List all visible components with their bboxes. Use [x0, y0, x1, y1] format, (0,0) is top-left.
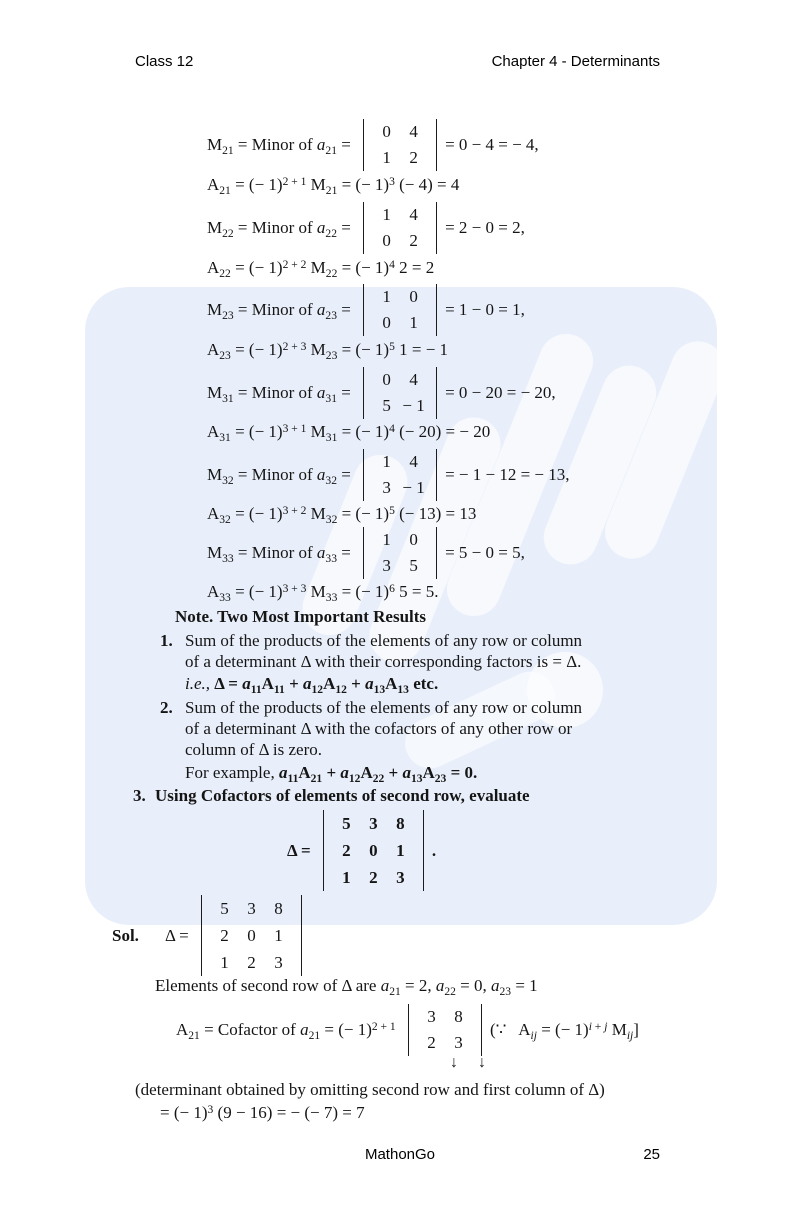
equation-line-a23 [207, 339, 448, 361]
det-cell: 3 [247, 899, 256, 918]
determinant-2x2 [363, 449, 437, 501]
det-row [373, 228, 427, 254]
det-row [373, 310, 427, 336]
equation-text: = 2 − 0 = 2, [445, 218, 525, 237]
det-row [373, 202, 427, 228]
det-cell: 5 [382, 396, 391, 415]
det-cell: 4 [409, 370, 418, 389]
equation-line-m22 [207, 202, 525, 254]
equation-text: $M_{23}$ = Minor of $a_{23}$ = [207, 300, 356, 322]
det-row [373, 527, 427, 553]
det-cell: 3 [274, 953, 283, 972]
equation-line-m33 [207, 527, 525, 579]
list-number-3: 3. [133, 786, 146, 805]
det-cell: 1 [396, 841, 405, 860]
det-row [373, 475, 427, 501]
equation-line-a33 [207, 581, 438, 603]
equation-line-m31 [207, 367, 556, 419]
period: . [431, 840, 437, 860]
question-heading: Using Cofactors of elements of second row, evaluate [155, 786, 530, 805]
equation-text: $A_{32}$ = (− 1)$^{3 + 2}$ $M_{32}$ = (− 1)$^5$ (− 13) = 13 [207, 503, 477, 526]
det-row [373, 284, 427, 310]
det-cell: 5 [220, 899, 229, 918]
determinant-2x2 [363, 119, 437, 171]
det-cell: 0 [382, 122, 391, 141]
det-cell: 8 [454, 1007, 463, 1026]
equation-line-m23 [207, 284, 525, 336]
det-cell: 3 [454, 1033, 463, 1052]
equation-text: $A_{31}$ = (− 1)$^{3 + 1}$ $M_{31}$ = (− 1)$^4$ (− 20) = − 20 [207, 421, 491, 444]
det-cell: 1 [382, 205, 391, 224]
solution-line [112, 895, 310, 976]
det-cell: 1 [382, 148, 391, 167]
det-cell: 1 [274, 926, 283, 945]
equation-line-a22 [207, 257, 434, 279]
equation-text: = − 1 − 12 = − 13, [445, 465, 570, 484]
item2-line4: For example, $a_{11}A_{21} + a_{12}A_{22} + a_{13}A_{23} = 0$. [185, 763, 478, 785]
det-cell: 5 [342, 814, 351, 833]
equation-line-a21 [207, 174, 459, 196]
det-row [211, 922, 292, 949]
determinant-2x2 [408, 1004, 482, 1056]
equation-line-a32 [207, 503, 476, 525]
note-heading [175, 606, 426, 628]
equation-text: = 0 − 20 = − 20, [445, 383, 556, 402]
det-cell: 0 [369, 841, 378, 860]
equation-text: $M_{31}$ = Minor of $a_{31}$ = [207, 383, 356, 405]
closing-line1: (determinant obtained by omitting second row and first column of Δ) [135, 1080, 605, 1099]
elements-line: Elements of second row of Δ are $a_{21} = 2$, $a_{22} = 0$, $a_{23} = 1$ [155, 976, 538, 998]
equation-line-m21 [207, 119, 539, 171]
det-cell: − 1 [402, 478, 425, 497]
det-cell: 0 [247, 926, 256, 945]
determinant-3x3 [201, 895, 302, 976]
det-cell: 2 [369, 868, 378, 887]
det-cell: 1 [382, 530, 391, 549]
delta-lhs: Δ = [164, 925, 194, 945]
det-cell: 1 [382, 452, 391, 471]
det-row [373, 553, 427, 579]
det-cell: 4 [409, 205, 418, 224]
note-heading-text: Note. Two Most Important Results [175, 607, 427, 626]
det-row [373, 367, 427, 393]
det-cell: 3 [396, 868, 405, 887]
header-chapter-label: Chapter 4 - Determinants [491, 53, 660, 70]
equation-line-a31 [207, 421, 490, 443]
det-cell: 3 [369, 814, 378, 833]
det-row [211, 895, 292, 922]
determinant-2x2 [363, 527, 437, 579]
footer-page-number: 25 [643, 1146, 660, 1163]
equation-line-m32 [207, 449, 570, 501]
det-cell: 0 [409, 530, 418, 549]
det-cell: 8 [274, 899, 283, 918]
det-cell: 3 [427, 1007, 436, 1026]
equation-text: = 5 − 0 = 5, [445, 543, 525, 562]
equation-text: $A_{23}$ = (− 1)$^{2 + 3}$ $M_{23}$ = (− 1)$^5$ 1 = − 1 [207, 339, 449, 362]
det-row [418, 1004, 472, 1030]
item1-line2: of a determinant Δ with their corresponding factors is = Δ. [185, 652, 582, 671]
determinant-2x2 [363, 367, 437, 419]
det-cell: 2 [247, 953, 256, 972]
determinant-2x2 [363, 202, 437, 254]
det-cell: 0 [382, 231, 391, 250]
det-cell: 2 [409, 148, 418, 167]
equation-text: (∵ $A_{ij}$ = (− 1)$^{i + j}$ $M_{ij}$] [489, 1019, 639, 1042]
down-arrow-icon: ↓ ↓ [450, 1054, 490, 1071]
det-cell: 2 [409, 231, 418, 250]
det-cell: 1 [342, 868, 351, 887]
list-number-1: 1. [160, 631, 173, 650]
det-row [373, 145, 427, 171]
det-cell: 2 [220, 926, 229, 945]
det-cell: 3 [382, 478, 391, 497]
det-cell: 1 [409, 313, 418, 332]
det-cell: 2 [427, 1033, 436, 1052]
det-cell: 0 [382, 313, 391, 332]
det-row [333, 810, 414, 837]
item1-line1: Sum of the products of the elements of any row or column [185, 631, 583, 650]
det-row [333, 837, 414, 864]
footer-brand: MathonGo [364, 1146, 436, 1163]
equation-text: $A_{21}$ = (− 1)$^{2 + 1}$ $M_{21}$ = (− 1)$^3$ (− 4) = 4 [207, 174, 460, 197]
det-cell: 3 [382, 556, 391, 575]
equation-text: $M_{33}$ = Minor of $a_{33}$ = [207, 543, 356, 565]
det-cell: 8 [396, 814, 405, 833]
closing-line2: = (− 1)$^3$ (9 − 16) = − (− 7) = 7 [160, 1102, 365, 1122]
equation-text: $M_{22}$ = Minor of $a_{22}$ = [207, 218, 356, 240]
header-class-label: Class 12 [135, 53, 194, 70]
det-cell: 0 [409, 287, 418, 306]
determinant-3x3 [323, 810, 424, 891]
equation-text: $A_{21}$ = Cofactor of $a_{21}$ = (− 1)$^{2 + 1}$ [176, 1019, 396, 1042]
item2-line2: of a determinant Δ with the cofactors of any other row or [185, 719, 573, 738]
det-cell: 0 [382, 370, 391, 389]
det-cell: 4 [409, 452, 418, 471]
equation-text: $M_{21}$ = Minor of $a_{21}$ = [207, 135, 356, 157]
det-row [333, 864, 414, 891]
det-cell: 2 [342, 841, 351, 860]
det-row [373, 449, 427, 475]
delta-lhs: Δ = [287, 840, 315, 860]
determinant-2x2 [363, 284, 437, 336]
det-row [211, 949, 292, 976]
item2-line1: Sum of the products of the elements of any row or column [185, 698, 583, 717]
det-row [373, 119, 427, 145]
list-number-2: 2. [160, 698, 173, 717]
det-row [373, 393, 427, 419]
det-cell: − 1 [402, 396, 425, 415]
item1-line3: i.e., $\Delta = a_{11}A_{11} + a_{12}A_{12} + a_{13}A_{13}$ etc. [185, 674, 439, 696]
delta-display [287, 810, 436, 891]
equation-text: $A_{22}$ = (− 1)$^{2 + 2}$ $M_{22}$ = (− 1)$^4$ 2 = 2 [207, 257, 435, 280]
item2-line3: column of Δ is zero. [185, 740, 322, 759]
sol-label: Sol. [112, 925, 139, 945]
det-cell: 5 [409, 556, 418, 575]
column-arrows [450, 1052, 490, 1074]
cofactor-line [176, 1004, 639, 1056]
equation-text: $A_{33}$ = (− 1)$^{3 + 3}$ $M_{33}$ = (− 1)$^6$ 5 = 5. [207, 581, 439, 604]
equation-text: = 0 − 4 = − 4, [445, 135, 539, 154]
equation-text: = 1 − 0 = 1, [445, 300, 525, 319]
equation-text: $M_{32}$ = Minor of $a_{32}$ = [207, 465, 356, 487]
det-cell: 1 [220, 953, 229, 972]
det-cell: 1 [382, 287, 391, 306]
det-cell: 4 [409, 122, 418, 141]
